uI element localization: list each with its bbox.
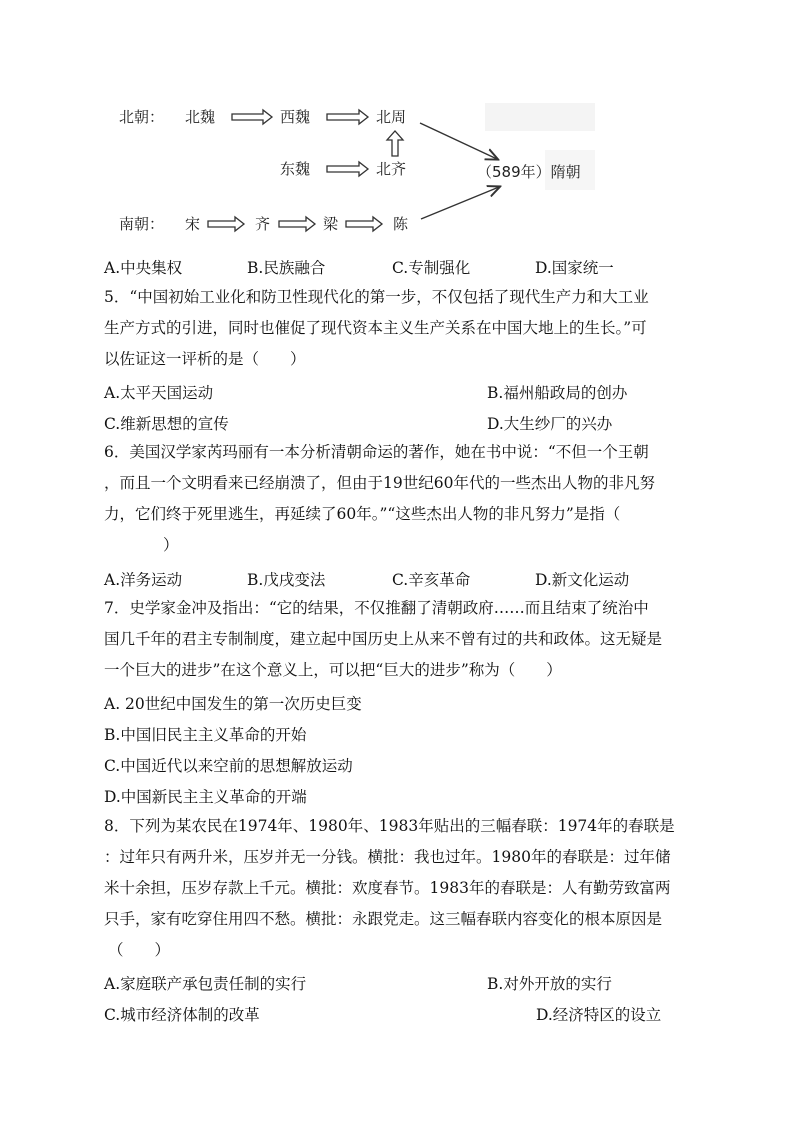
q6-line-2: ，而且一个文明看来已经崩溃了，但由于19世纪60年代的一些杰出人物的非凡努 [104, 474, 655, 492]
q8-line-5: （ ） [108, 941, 171, 959]
hollow-arrow-icon [208, 217, 244, 231]
north-qi-label: 北齐 [376, 160, 407, 178]
q8-line-2: ：过年只有两升米，压岁并无一分钱。横批：我也过年。1980年的春联是：过年储 [104, 848, 671, 866]
hollow-arrow-icon [327, 162, 368, 176]
scan-noise [485, 103, 595, 131]
q7-option-d[interactable]: D.中国新民主主义革命的开端 [104, 788, 307, 806]
q7-line-1: 7．史学家金冲及指出：“它的结果，不仅推翻了清朝政府……而且结束了统治中 [104, 599, 649, 617]
dynasty-diagram [105, 95, 600, 240]
q4-option-d[interactable]: D.国家统一 [535, 259, 614, 277]
q8-line-1: 8．下列为某农民在1974年、1980年、1983年贴出的三幅春联：1974年的春联是 [104, 817, 675, 835]
south-dynasties-label: 南朝： [119, 215, 165, 233]
hollow-arrow-icon [279, 217, 315, 231]
q7-line-3: 一个巨大的进步”在这个意义上，可以把“巨大的进步”称为（ ） [104, 661, 562, 679]
hollow-arrow-icon [232, 110, 272, 124]
east-wei-label: 东魏 [280, 160, 311, 178]
q7-line-2: 国几千年的君主专制制度，建立起中国历史上从来不曾有过的共和政体。这无疑是 [104, 630, 663, 648]
q5-option-b[interactable]: B.福州船政局的创办 [487, 384, 628, 402]
north-zhou-label: 北周 [376, 108, 407, 126]
q6-option-c[interactable]: C.辛亥革命 [392, 571, 471, 589]
west-wei-label: 西魏 [280, 108, 311, 126]
q5-option-d[interactable]: D.大生纱厂的兴办 [487, 415, 613, 433]
q7-option-b[interactable]: B.中国旧民主主义革命的开始 [104, 726, 307, 744]
hollow-up-arrow-icon [387, 131, 403, 156]
liang-label: 梁 [323, 215, 339, 233]
q8-option-b[interactable]: B.对外开放的实行 [487, 975, 612, 993]
q8-option-a[interactable]: A.家庭联产承包责任制的实行 [104, 975, 307, 993]
q4-option-c[interactable]: C.专制强化 [392, 259, 471, 277]
chen-label: 陈 [393, 215, 409, 233]
q6-option-d[interactable]: D.新文化运动 [535, 571, 630, 589]
q4-option-a[interactable]: A.中央集权 [104, 259, 183, 277]
q5-line-1: 5．“中国初始工业化和防卫性现代化的第一步，不仅包括了现代生产力和大工业 [104, 288, 649, 306]
q6-line-4: ） [132, 536, 179, 554]
dynasty-diagram-svg [105, 95, 600, 240]
song-label: 宋 [185, 215, 201, 233]
north-dynasties-label: 北朝： [119, 108, 165, 126]
q5-line-3: 以佐证这一评析的是（ ） [104, 350, 306, 368]
q7-option-a[interactable]: A. 20世纪中国发生的第一次历史巨变 [104, 695, 362, 713]
qi-label: 齐 [255, 215, 271, 233]
arrow-chen-to-sui-icon [421, 187, 499, 219]
q8-option-c[interactable]: C.城市经济体制的改革 [104, 1006, 260, 1024]
q5-line-2: 生产方式的引进，同时也催促了现代资本主义生产关系在中国大地上的生长。”可 [104, 319, 647, 337]
q5-option-c[interactable]: C.维新思想的宣传 [104, 415, 229, 433]
hollow-arrow-icon [327, 110, 368, 124]
q8-line-3: 米十余担，压岁存款上千元。横批：欢度春节。1983年的春联是：人有勤劳致富两 [104, 879, 671, 897]
north-wei-label: 北魏 [185, 108, 216, 126]
hollow-arrow-icon [346, 217, 382, 231]
q6-option-b[interactable]: B.戊戌变法 [247, 571, 326, 589]
q6-option-a[interactable]: A.洋务运动 [104, 571, 183, 589]
q7-option-c[interactable]: C.中国近代以来空前的思想解放运动 [104, 757, 353, 775]
q8-line-4: 只手，家有吃穿住用四不愁。横批：永跟党走。这三幅春联内容变化的根本原因是 [104, 910, 663, 928]
q6-line-3: 力，它们终于死里逃生，再延续了60年。”“这些杰出人物的非凡努力”是指（ [104, 505, 621, 523]
sui-dynasty-label: （589年）隋朝 [477, 163, 581, 181]
q5-option-a[interactable]: A.太平天国运动 [104, 384, 214, 402]
q6-line-1: 6．美国汉学家芮玛丽有一本分析清朝命运的著作，她在书中说：“不但一个王朝 [104, 443, 649, 461]
q8-option-d[interactable]: D.经济特区的设立 [536, 1006, 662, 1024]
q4-option-b[interactable]: B.民族融合 [247, 259, 326, 277]
